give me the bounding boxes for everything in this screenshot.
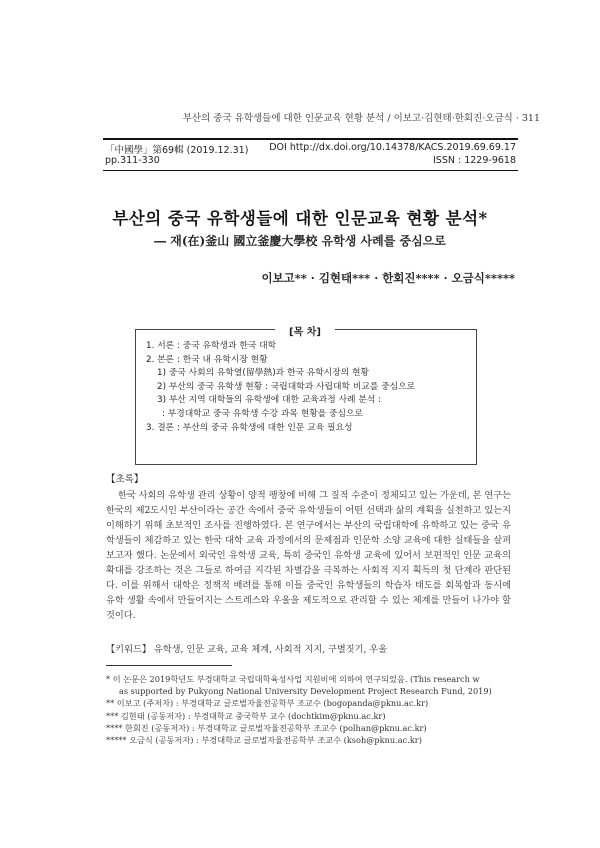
running-header: 부산의 중국 유학생들에 대한 인문교육 현황 분석 / 이보고·김현태·한회진·오금식 · 311 [182, 113, 540, 124]
footnote-author: ** 이보고 (주저자) : 부경대학교 글로벌자율전공학부 조교수 (bogopanda@pknu.ac.kr) [106, 698, 429, 709]
paper-subtitle: ― 재(在)釜山 國立釜慶大學校 유학생 사례를 중심으로 [154, 234, 446, 248]
paper-title: 부산의 중국 유학생들에 대한 인문교육 현황 분석* [112, 209, 488, 228]
doi-link[interactable]: DOI http://dx.doi.org/10.14378/KACS.2019.69.69.17 [269, 142, 516, 153]
toc-item: 1. 서론 : 중국 유학생과 한국 대학 [146, 341, 277, 351]
toc-item: : 부경대학교 중국 유학생 수강 과목 현황을 중심으로 [162, 408, 363, 419]
footnote-author: ***** 오금식 (공동저자) : 부경대학교 글로벌자율전공학부 조교수 (ksoh@pknu.ac.kr) [106, 735, 422, 746]
footnote-author: *** 김현태 (공동저자) : 부경대학교 중국학부 교수 (dochtkim@pknu.ac.kr) [106, 710, 386, 721]
toc-item: 1) 중국 사회의 유학열(留學熱)과 한국 유학시장의 현황 [157, 368, 370, 379]
toc-item: 3. 결론 : 부산의 중국 유학생에 대한 인문 교육 필요성 [146, 422, 353, 433]
footnotes [106, 673, 526, 746]
authors-line: 이보고** · 김현태*** · 한회진**** · 오금식***** [261, 271, 515, 285]
journal-pages: pp.311-330 [105, 155, 160, 166]
abstract-text: 한국 사회의 유학생 관리 상황이 양적 팽창에 비해 그 질적 수준이 정체되고 있는 가운데, 본 연구는 한국의 제2도시인 부산이라는 공간 속에서 중국 유학생들이 어떤 선택과 삶의 계획을 실천하고 있는지 이해하기 위해 초보적인 조사를 진행하였다. 본 연구에서는 부산의 국립대학에 유학하고 있는 중국 유학생들이 체감하고 있는 한국 대학 교육 과정에서의 문제점과 인문학 소양 교육에 대한 실태들을 살펴보고자 했다. 논문에서 외국인 유학생 교육, 특히 중국인 유학생 교육에 있어서 보편적인 인문 교육의 확대를 강조하는 것은 그들로 하여금 지각된 차별감을 극복하는 사회적 지지 획득의 첫 단계라 판단된다. 이를 위해서 대학은 정책적 배려를 통해 이들 중국인 유학생들의 학습자 태도를 회복함과 동시에 유학 생활 속에서 만들어지는 스트레스와 우울을 제도적으로 관리할 수 있는 체계를 만들어 나가야 할 것이다. [106, 490, 511, 621]
toc-item: 2) 부산의 중국 유학생 현황 : 국립대학과 사립대학 비교를 중심으로 [157, 381, 416, 392]
abstract-label: 【초록】 [106, 474, 144, 485]
issn: ISSN : 1229-9618 [433, 155, 516, 166]
journal-info-box [103, 138, 518, 171]
footnote-funding [106, 673, 526, 697]
toc-heading: [목 차] [275, 323, 335, 338]
journal-citation: 「中國學」第69輯 (2019.12.31) [105, 145, 249, 156]
toc-item: 3) 부산 지역 대학들의 유학생에 대한 교육과정 사례 분석 : [157, 395, 382, 406]
footnote-line: * 이 논문은 2019학년도 부경대학교 국립대학육성사업 지원비에 의하여 연구되었음. (This research w [106, 674, 480, 684]
footnote-line: as supported by Pukyong National University Development Project Research Fund, 2019) [119, 686, 492, 697]
keywords: 【키워드】 유학생, 인문 교육, 교육 체계, 사회적 지지, 구별짓기, 우울 [106, 644, 388, 655]
table-of-contents [135, 329, 477, 465]
toc-item: 2. 본론 : 한국 내 유학시장 현황 [146, 354, 268, 365]
footnote-author: **** 한회진 (공동저자) : 부경대학교 글로벌자율전공학부 조교수 (polhan@pknu.ac.kr) [106, 722, 427, 733]
footnote-divider [106, 665, 232, 666]
